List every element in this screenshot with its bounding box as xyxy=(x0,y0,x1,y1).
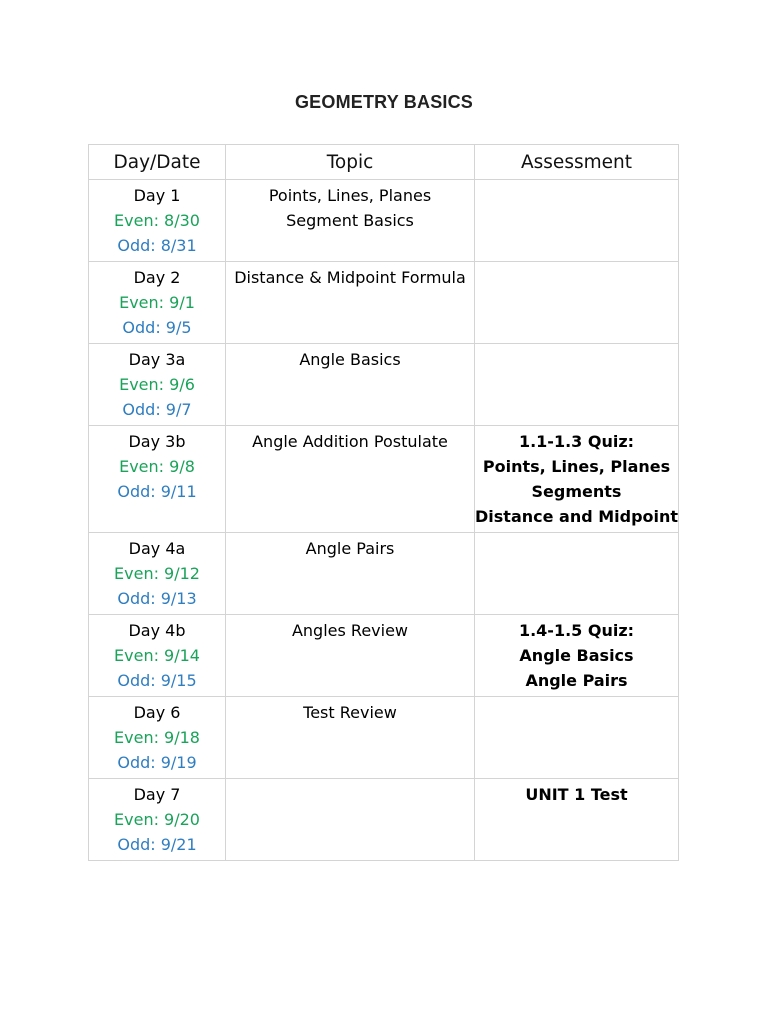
day-date-cell xyxy=(89,180,226,262)
odd-date: Odd: 8/31 xyxy=(117,236,197,255)
odd-date: Odd: 9/7 xyxy=(122,400,192,419)
day-label: Day 7 xyxy=(133,785,181,804)
even-date: Even: 9/20 xyxy=(114,810,200,829)
day-label: Day 4a xyxy=(128,539,186,558)
odd-date: Odd: 9/19 xyxy=(117,753,197,772)
topic-cell xyxy=(226,533,475,615)
header-topic: Topic xyxy=(226,145,475,180)
day-date-cell xyxy=(89,426,226,533)
day-date-cell xyxy=(89,533,226,615)
even-date: Even: 9/12 xyxy=(114,564,200,583)
even-date: Even: 9/1 xyxy=(119,293,195,312)
assessment-cell xyxy=(475,180,679,262)
assessment-cell xyxy=(475,615,679,697)
assessment-line: Points, Lines, Planes xyxy=(482,457,671,476)
assessment-cell xyxy=(475,262,679,344)
topic-cell xyxy=(226,779,475,861)
assessment-line: 1.1-1.3 Quiz: xyxy=(518,432,635,451)
assessment-line: Segments xyxy=(531,482,622,501)
assessment-cell xyxy=(475,697,679,779)
assessment-cell xyxy=(475,426,679,533)
even-date: Even: 9/14 xyxy=(114,646,200,665)
odd-date: Odd: 9/11 xyxy=(117,482,197,501)
table-header-row xyxy=(89,145,679,180)
table-row xyxy=(89,615,679,697)
topic-line: Segment Basics xyxy=(286,211,414,230)
even-date: Even: 9/6 xyxy=(119,375,195,394)
day-date-cell xyxy=(89,262,226,344)
topic-cell xyxy=(226,344,475,426)
day-label: Day 1 xyxy=(133,186,181,205)
day-label: Day 6 xyxy=(133,703,181,722)
topic-line: Angle Basics xyxy=(299,350,401,369)
assessment-cell xyxy=(475,779,679,861)
topic-line: Angles Review xyxy=(291,621,409,640)
topic-line: Test Review xyxy=(303,703,397,722)
topic-cell xyxy=(226,615,475,697)
topic-line: Distance & Midpoint Formula xyxy=(234,268,466,287)
table-row xyxy=(89,180,679,262)
even-date: Even: 9/18 xyxy=(114,728,200,747)
topic-cell xyxy=(226,426,475,533)
assessment-line: Angle Pairs xyxy=(525,671,628,690)
day-label: Day 3a xyxy=(128,350,186,369)
table-row xyxy=(89,262,679,344)
day-date-cell xyxy=(89,344,226,426)
odd-date: Odd: 9/5 xyxy=(122,318,192,337)
header-day-date: Day/Date xyxy=(89,145,226,180)
topic-line: Angle Pairs xyxy=(305,539,395,558)
day-date-cell xyxy=(89,779,226,861)
odd-date: Odd: 9/21 xyxy=(117,835,197,854)
table-row xyxy=(89,533,679,615)
table-row xyxy=(89,779,679,861)
table-row xyxy=(89,426,679,533)
assessment-line: Angle Basics xyxy=(519,646,634,665)
day-date-cell xyxy=(89,697,226,779)
even-date: Even: 8/30 xyxy=(114,211,200,230)
assessment-line: 1.4-1.5 Quiz: xyxy=(518,621,635,640)
topic-cell xyxy=(226,262,475,344)
header-assessment: Assessment xyxy=(475,145,679,180)
topic-line: Angle Addition Postulate xyxy=(252,432,448,451)
day-label: Day 2 xyxy=(133,268,181,287)
day-date-cell xyxy=(89,615,226,697)
topic-cell xyxy=(226,180,475,262)
day-label: Day 3b xyxy=(128,432,186,451)
odd-date: Odd: 9/13 xyxy=(117,589,197,608)
topic-cell xyxy=(226,697,475,779)
assessment-cell xyxy=(475,344,679,426)
page-title: GEOMETRY BASICS xyxy=(294,92,474,112)
schedule-table xyxy=(88,144,679,861)
table-row xyxy=(89,697,679,779)
assessment-line: UNIT 1 Test xyxy=(525,785,628,804)
assessment-line: Distance and Midpoint xyxy=(475,507,679,526)
day-label: Day 4b xyxy=(128,621,186,640)
assessment-cell xyxy=(475,533,679,615)
even-date: Even: 9/8 xyxy=(119,457,195,476)
odd-date: Odd: 9/15 xyxy=(117,671,197,690)
topic-line: Points, Lines, Planes xyxy=(268,186,432,205)
table-row xyxy=(89,344,679,426)
